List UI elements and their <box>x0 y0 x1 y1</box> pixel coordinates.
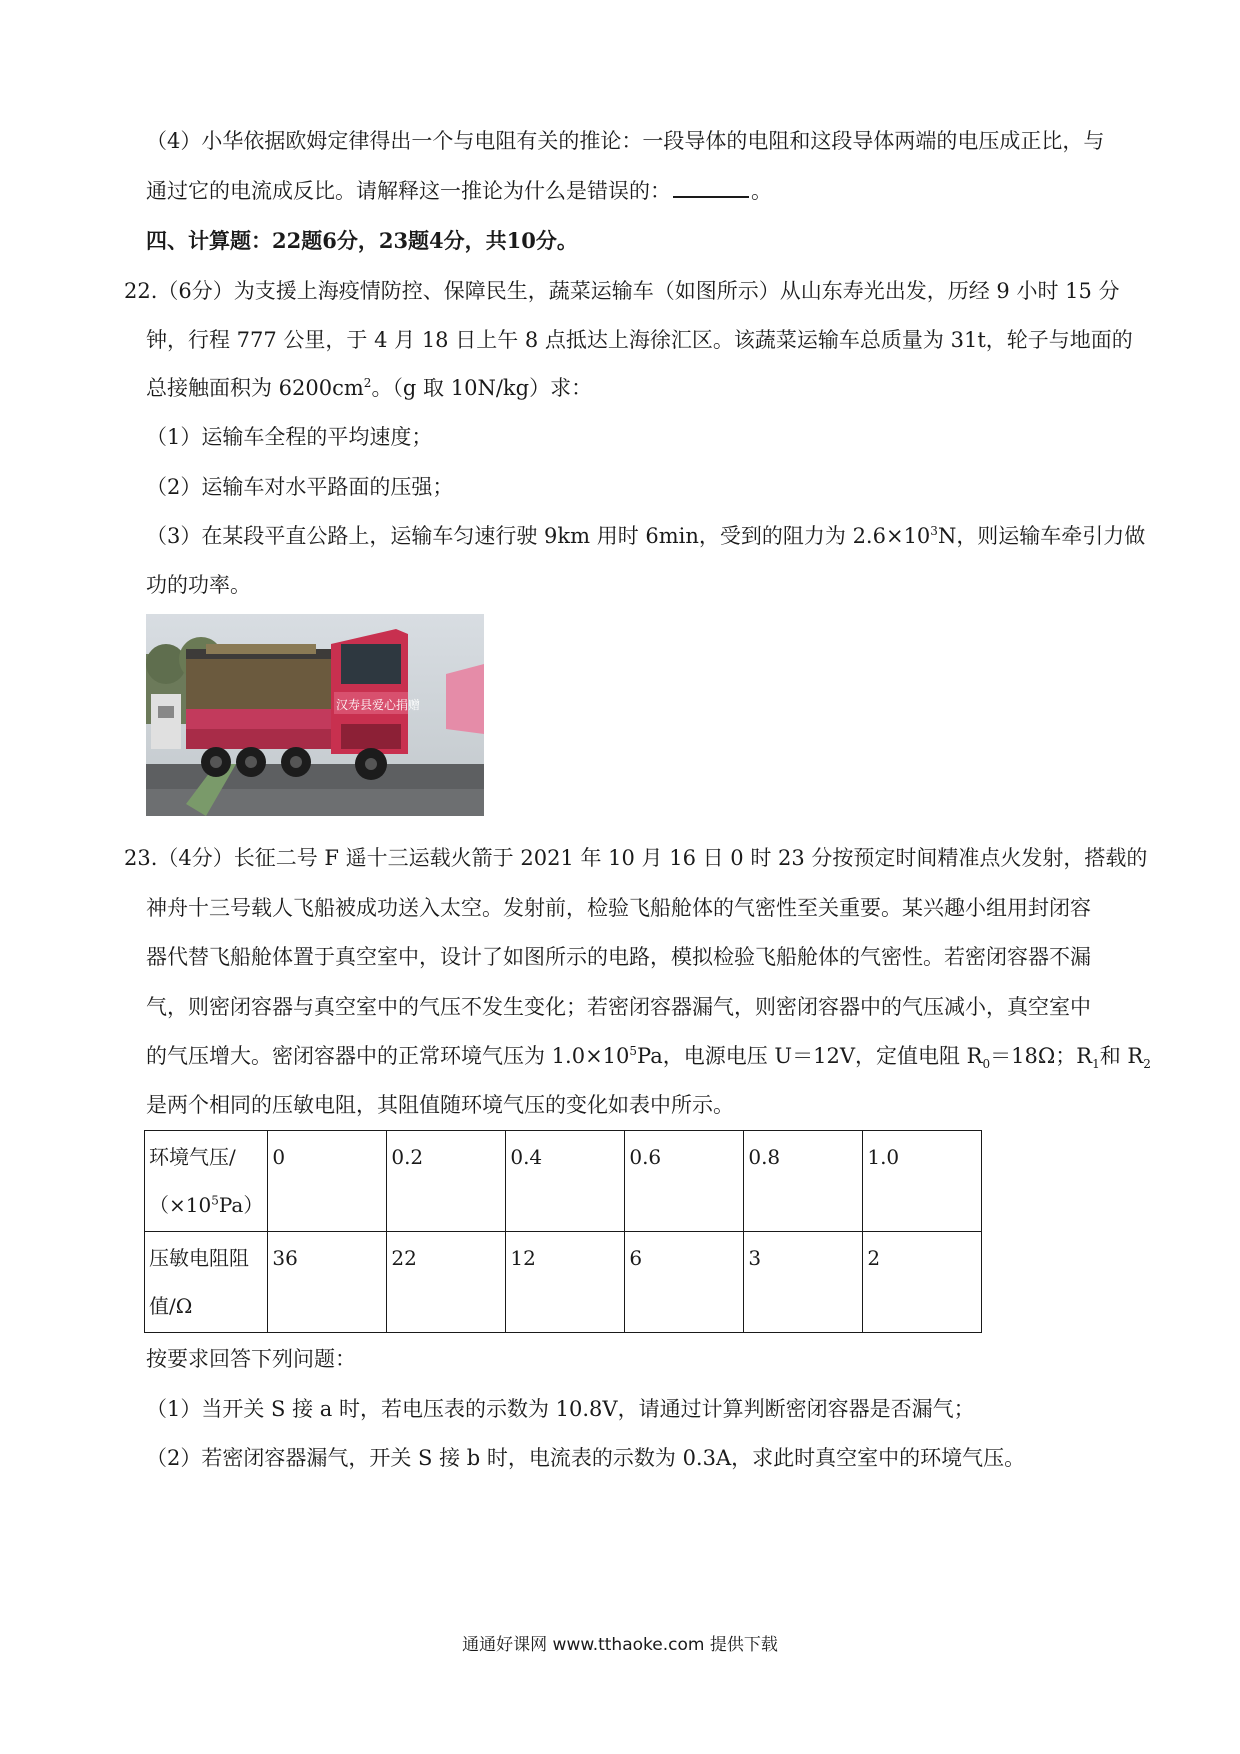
pressure-cell: 0 <box>268 1131 387 1232</box>
section4-heading: 四、计算题：22题6分，23题4分，共10分。 <box>146 228 578 253</box>
q23-line5-a: 的气压增大。密闭容器中的正常环境气压为 1.0×10 <box>146 1044 630 1068</box>
q23-sub2: （2）若密闭容器漏气，开关 S 接 b 时，电流表的示数为 0.3A，求此时真空室中的环境气压。 <box>146 1446 1026 1470</box>
pressure-cell: 0.6 <box>625 1131 744 1232</box>
resistance-cell: 12 <box>506 1232 625 1333</box>
unit-text: （×10 <box>149 1193 212 1217</box>
truck-photo <box>146 614 484 816</box>
q23-line5-b: Pa，电源电压 U＝12V，定值电阻 R <box>637 1044 983 1068</box>
q22-line3-sup: 2 <box>363 376 372 390</box>
table-row <box>145 1131 982 1232</box>
q22-line3-text: 总接触面积为 6200cm <box>146 376 364 400</box>
q23-line5 <box>146 1041 1151 1071</box>
q23-sub1: （1）当开关 S 接 a 时，若电压表的示数为 10.8V，请通过计算判断密闭容器是否漏气； <box>146 1397 975 1421</box>
q23-line5-sup: 5 <box>629 1044 638 1058</box>
q22-sub1: （1）运输车全程的平均速度； <box>146 425 433 449</box>
q23-line3: 器代替飞船舱体置于真空室中，设计了如图所示的电路，模拟检验飞船舱体的气密性。若密闭容器不漏 <box>146 945 1091 969</box>
resistance-cell: 6 <box>625 1232 744 1333</box>
resistance-cell: 36 <box>268 1232 387 1333</box>
unit-text-end: Pa） <box>218 1193 264 1217</box>
table-row <box>145 1232 982 1333</box>
q23-line4: 气，则密闭容器与真空室中的气压不发生变化；若密闭容器漏气，则密闭容器中的气压减小，真空室中 <box>146 995 1091 1019</box>
truck-banner-text: 汉寿县爱心捐赠 <box>336 698 421 712</box>
pressure-cell: 1.0 <box>863 1131 982 1232</box>
q23-line6: 是两个相同的压敏电阻，其阻值随环境气压的变化如表中所示。 <box>146 1093 734 1117</box>
q22-sub3-text: （3）在某段平直公路上，运输车匀速行驶 9km 用时 6min，受到的阻力为 2.6×10 <box>146 524 931 548</box>
q22-line3 <box>146 373 592 403</box>
q22-line3-end: 。（g 取 10N/kg）求： <box>371 376 593 400</box>
q23-line5-d: 和 R <box>1099 1044 1144 1068</box>
row-header-pressure-b <box>149 1181 263 1229</box>
q23-line1: 23.（4分）长征二号 F 遥十三运载火箭于 2021 年 10 月 16 日 0 时 23 分按预定时间精准点火发射，搭载的 <box>124 846 1148 870</box>
resistance-cell: 3 <box>744 1232 863 1333</box>
row-header-resistance-b: 值/Ω <box>149 1294 193 1318</box>
resistance-cell: 2 <box>863 1232 982 1333</box>
q23-line5-sub1: 1 <box>1092 1057 1100 1072</box>
resistance-cell: 22 <box>387 1232 506 1333</box>
row-header-resistance-a: 压敏电阻阻 <box>149 1246 249 1270</box>
q22-sub2: （2）运输车对水平路面的压强； <box>146 475 454 499</box>
q23-intro: 按要求回答下列问题： <box>146 1347 356 1371</box>
pressure-cell: 0.2 <box>387 1131 506 1232</box>
answer-blank <box>673 178 749 198</box>
q21-4-line2-text: 通过它的电流成反比。请解释这一推论为什么是错误的： <box>146 179 671 203</box>
q23-line5-sub0: 0 <box>982 1057 991 1072</box>
q22-sub3-end: N，则运输车牵引力做 <box>937 524 1146 548</box>
pressure-resistance-table <box>144 1130 982 1333</box>
q23-line5-sub2: 2 <box>1143 1057 1151 1072</box>
q21-4-line1: （4）小华依据欧姆定律得出一个与电阻有关的推论：一段导体的电阻和这段导体两端的电压成正比，与 <box>146 129 1105 153</box>
pressure-cell: 0.4 <box>506 1131 625 1232</box>
q21-4-line2-end: 。 <box>751 179 772 203</box>
q22-sub3-sup: 3 <box>930 524 938 538</box>
q22-line1: 22.（6分）为支援上海疫情防控、保障民生，蔬菜运输车（如图所示）从山东寿光出发，历经 9 小时 15 分 <box>124 279 1120 303</box>
page-footer: 通通好课网 www.tthaoke.com 提供下载 <box>462 1635 778 1655</box>
q22-sub3 <box>146 521 1145 551</box>
row-header-pressure <box>145 1131 268 1232</box>
row-header-resistance <box>145 1232 268 1333</box>
q22-line2: 钟，行程 777 公里，于 4 月 18 日上午 8 点抵达上海徐汇区。该蔬菜运输车总质量为 31t，轮子与地面的 <box>146 328 1133 352</box>
q22-sub3-line2: 功的功率。 <box>146 573 251 597</box>
q21-4-line2 <box>146 176 772 206</box>
pressure-cell: 0.8 <box>744 1131 863 1232</box>
q23-line5-c: ＝18Ω；R <box>990 1044 1093 1068</box>
q23-line2: 神舟十三号载人飞船被成功送入太空。发射前，检验飞船舱体的气密性至关重要。某兴趣小组用封闭容 <box>146 896 1091 920</box>
row-header-pressure-a: 环境气压/ <box>149 1145 236 1169</box>
unit-sup: 5 <box>211 1193 219 1208</box>
